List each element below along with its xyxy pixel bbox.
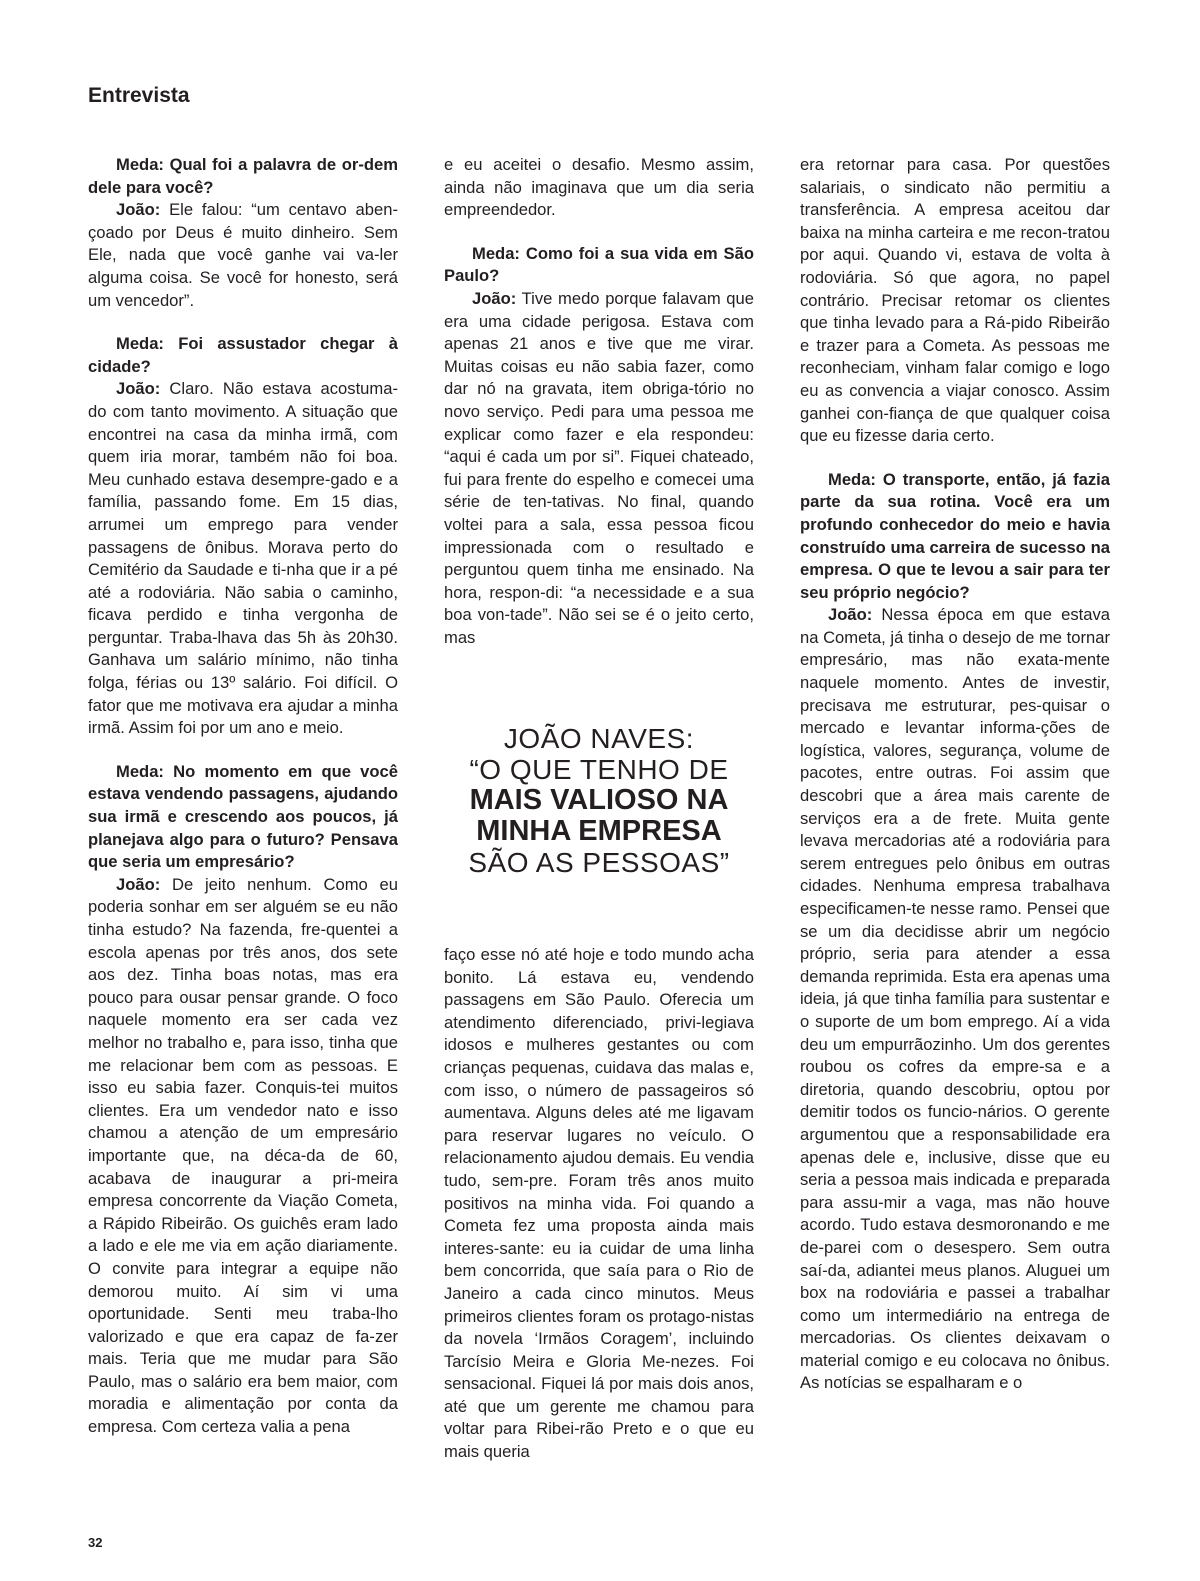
interview-answer [444,288,754,650]
interview-question: Meda: Foi assustador chegar à cidade? [88,334,398,376]
answer-text: Tive medo porque falavam que era uma cidade perigosa. Estava com apenas 21 anos e tive que me virar. Muitas coisas eu não sabia fazer, como dar nó na gravata, item obriga-tório no novo serviço. Pedi para uma pessoa me explicar como fazer e ela respondeu: “aqui é cada um por si”. Fiquei chateado, fui para frente do espelho e comecei uma série de ten-tativas. No final, quando voltei para a sala, essa pessoa ficou impressionada com o resultado e perguntou quem tinha me ensinado. Na hora, respon-di: “a necessidade e a sua boa von-tade”. Não sei se é o jeito certo, mas [444,288,754,647]
speaker-label: João: [472,288,517,308]
section-label: Entrevista [88,84,190,107]
interview-answer [800,604,1110,1395]
speaker-label: João: [116,200,161,220]
interview-answer [88,874,398,1439]
page-number: 32 [88,1535,103,1550]
answer-text: Nessa época em que estava na Cometa, já tinha o desejo de me tornar empresário, mas não exata-mente naquele momento. Antes de investir, precisava me estruturar, pes-quisar o mercado e levantar informa-ções de logística, valores, segurança, volume de pacotes, entre outras. Foi assim que descobri que a área mais carente de serviços era a de frete. Muita gente levava mercadorias até a rodoviária para serem entregues pelo ônibus em outras cidades. Nenhuma empresa trabalhava especificamen-te nesse ramo. Pensei que se um dia decidisse abrir um negócio próprio, seria para atender a essa demanda reprimida. Esta era apenas uma ideia, já que tinha família para sustentar e o suporte de um bom emprego. Aí a vida deu um empurrãozinho. Um dos gerentes roubou os cofres da empre-sa e a diretoria, quando descobriu, optou por demitir todos os funcio-nários. O gerente argumentou que a responsabilidade era apenas dele e, inclusive, disse que eu seria a pessoa mais indicada e preparada para assu-mir a vaga, mas não houve acordo. Tudo estava desmoronando e me de-parei com o desespero. Sem outra saí-da, adiantei meus planos. Aluguei um box na rodoviária e passei a trabalhar como um intermediário na entrega de mercadorias. Os clientes deixavam o material comigo e eu colocava no ônibus. As notícias se espalharam e o [800,605,1110,1393]
speaker-label: João: [116,874,161,894]
speaker-label: João: [828,605,873,625]
answer-text: De jeito nenhum. Como eu poderia sonhar em ser alguém se eu não tinha estudo? Na fazenda, fre-quentei a escola apenas por três anos, dos sete aos dez. Tinha boas notas, mas era pouco para ousar pensar grande. O foco naquele momento era ser cada vez melhor no trabalho e, para isso, tinha que me relacionar bem com as pessoas. E isso eu sabia fazer. Conquis-tei muitos clientes. Era um vendedor nato e isso chamou a atenção de um empresário importante que, na déca-da de 60, acabava de inaugurar a pri-meira empresa concorrente da Viação Cometa, a Rápido Ribeirão. Os guichês eram lado a lado e ele me via em ação diariamente. O convite para integrar a equipe não demorou muito. Aí sim vi uma oportunidade. Senti meu traba-lho valorizado e que era capaz de fa-zer mais. Teria que me mudar para São Paulo, mas o salário era bem maior, com moradia e alimentação por conta da empresa. Com certeza valia a pena [88,874,398,1437]
interview-question: Meda: Qual foi a palavra de or-dem dele para você? [88,155,398,197]
pull-quote-emphasis: MAIS VALIOSO NA [469,784,729,816]
continued-text: era retornar para casa. Por questões salariais, o sindicato não permitiu a transferência. A empresa aceitou dar baixa na minha carteira e me recon-tratou por aqui. Quando vi, estava de volta à rodoviária. Só que agora, no papel contrário. Precisar retomar os clientes que tinha levado para a Rá-pido Ribeirão e trazer para a Cometa. As pessoas me reconheciam, vinham falar comigo e logo eu as convencia a viajar conosco. Assim ganhei con-fiança de que qualquer coisa que eu fizesse daria certo. [800,155,1110,446]
article-column-2-continued [444,944,754,1464]
pull-quote-emphasis: MINHA EMPRESA [476,815,722,847]
answer-text: Claro. Não estava acostuma-do com tanto movimento. A situação que encontrei na casa da minha irmã, com quem iria morar, também não foi boa. Meu cunhado estava desempre-gado e a família, passando fome. Em 15 dias, arrumei um emprego para vender passagens de ônibus. Morava perto do Cemitério da Saudade e ti-nha que ir a pé até a rodoviária. Não sabia o caminho, ficava perdido e tinha vergonha de perguntar. Traba-lhava das 5h às 20h30. Ganhava um salário mínimo, não tinha folga, férias ou 13º salário. Foi difícil. O fator que me motivava era ajudar a minha irmã. Assim foi por um ano e meio. [88,379,398,738]
answer-text: Ele falou: “um centavo aben-çoado por Deus é muito dinheiro. Sem Ele, nada que você ganhe vai va-ler alguma coisa. Se você for honesto, será um vencedor”. [88,200,398,310]
pull-quote-line: SÃO AS PESSOAS” [468,847,730,878]
pull-quote-line: “O QUE TENHO DE [469,754,729,785]
interview-answer [88,378,398,740]
continued-text: e eu aceitei o desafio. Mesmo assim, ainda não imaginava que um dia seria empreendedor. [444,155,754,220]
article-column-3 [800,154,1110,1395]
article-column-2 [444,154,754,649]
pull-quote [444,723,754,878]
speaker-label: João: [116,379,161,399]
pull-quote-line: JOÃO NAVES: [503,723,695,754]
continued-text: faço esse nó até hoje e todo mundo acha bonito. Lá estava eu, vendendo passagens em São Paulo. Oferecia um atendimento diferenciado, privi-legiava idosos e mulheres gestantes ou com crianças pequenas, cuidava das malas e, com isso, o número de passageiros só aumentava. Alguns deles até me ligavam para reservar lugares no veículo. O relacionamento ajudou demais. Eu vendia tudo, sem-pre. Foram três anos muito positivos na minha vida. Foi quando a Cometa fez uma proposta ainda mais interes-sante: eu ia cuidar de uma linha bem concorrida, que saía para o Rio de Janeiro a cada cinco minutos. Meus primeiros clientes foram os protago-nistas da novela ‘Irmãos Coragem’, incluindo Tarcísio Meira e Gloria Me-nezes. Foi sensacional. Fiquei lá por mais dois anos, até que um gerente me chamou para voltar para Ribei-rão Preto e o que eu mais queria [444,945,754,1462]
interview-answer [88,199,398,312]
interview-question: Meda: Como foi a sua vida em São Paulo? [444,243,754,286]
interview-question: Meda: O transporte, então, já fazia parte da sua rotina. Você era um profundo conhecedor do meio e havia construído uma carreira de sucesso na empresa. O que te levou a sair para ter seu próprio negócio? [800,469,1110,602]
interview-question: Meda: No momento em que você estava vendendo passagens, ajudando sua irmã e crescendo aos poucos, já planejava algo para o futuro? Pensava que seria um empresário? [88,761,398,872]
article-column-1 [88,154,398,1439]
